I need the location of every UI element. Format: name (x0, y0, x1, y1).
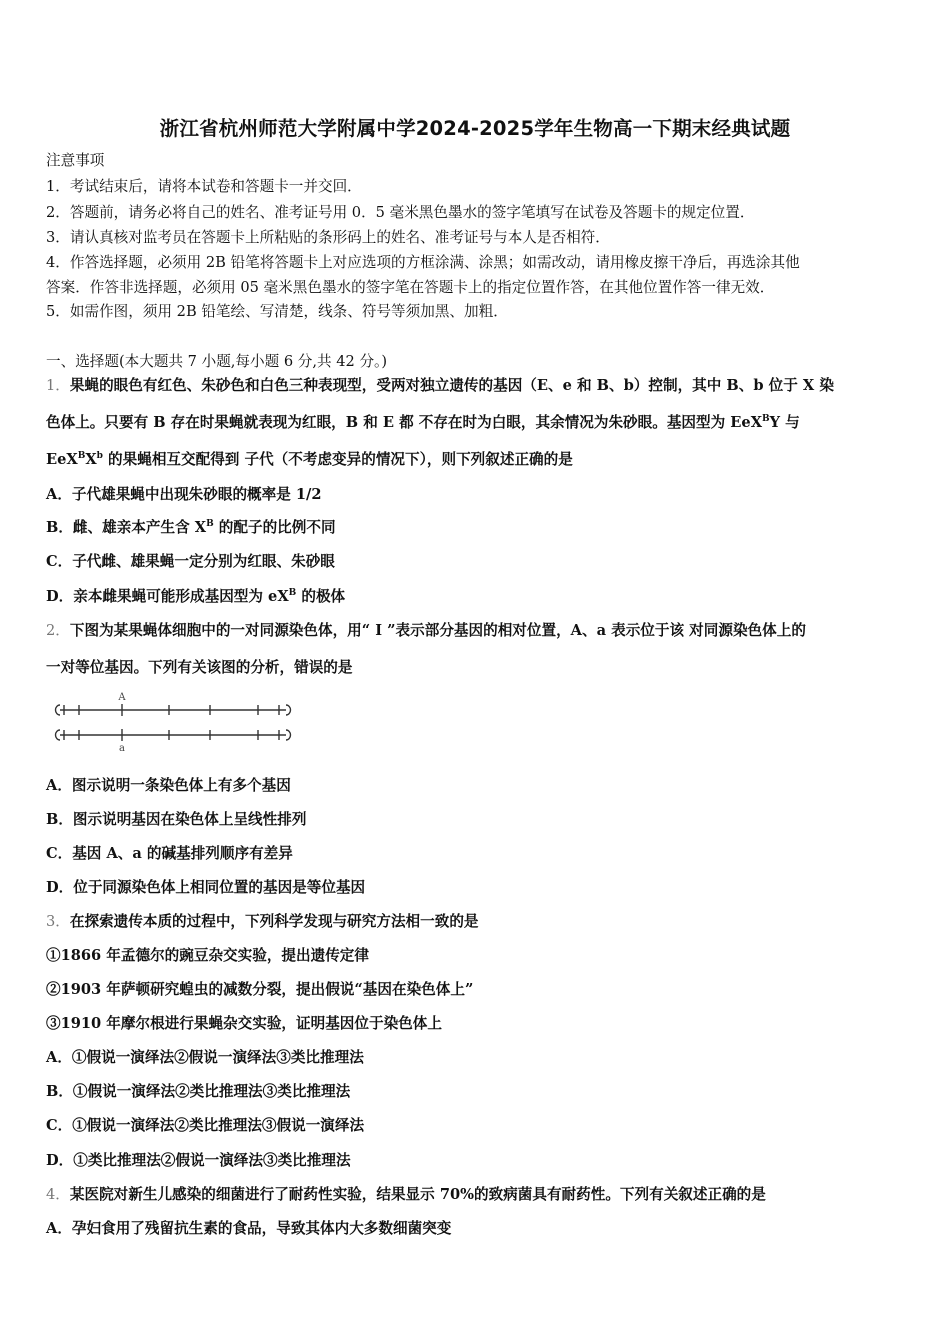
q1-option-a: A．子代雄果蝇中出现朱砂眼的概率是 1/2 (46, 486, 322, 503)
notice-item-1: 1．考试结束后，请将本试卷和答题卡一并交回． (46, 178, 362, 195)
q1-stem-line1: 1．果蝇的眼色有红色、朱砂色和白色三种表现型，受两对独立遗传的基因（E、e 和 B、b）控制，其中 B、b 位于 X 染 (46, 377, 834, 394)
lower-chromosome-right-end (286, 730, 291, 740)
q2-option-b: B．图示说明基因在染色体上呈线性排列 (46, 811, 307, 828)
q2-number: 2． (46, 622, 70, 639)
notice-item-4-cont: 答案．作答非选择题，必须用 05 毫米黑色墨水的签字笔在答题卡上的指定位置作答，在其他位置作答一律无效． (46, 279, 775, 296)
lower-chromosome-left-end (56, 730, 61, 740)
notice-item-3: 3．请认真核对监考员在答题卡上所粘贴的条形码上的姓名、准考证号与本人是否相符． (46, 229, 610, 246)
q1-option-b: B．雌、雄亲本产生含 $X^B$ 的配子的比例不同 (46, 519, 336, 536)
q4-stem: 4．某医院对新生儿感染的细菌进行了耐药性实验，结果显示 70%的致病菌具有耐药性。下列有关叙述正确的是 (46, 1186, 766, 1203)
q3-option-a: A．①假说一演绎法②假说一演绎法③类比推理法 (46, 1049, 364, 1066)
notice-item-5: 5．如需作图，须用 2B 铅笔绘、写清楚，线条、符号等须加黑、加粗． (46, 303, 508, 320)
q2-option-a: A．图示说明一条染色体上有多个基因 (46, 777, 291, 794)
q2-option-d: D．位于同源染色体上相同位置的基因是等位基因 (46, 879, 366, 896)
notice-item-2: 2．答题前，请务必将自己的姓名、准考证号用 0．5 毫米黑色墨水的签字笔填写在试卷及答题卡的规定位置． (46, 204, 755, 221)
gene-label-A: A (118, 692, 126, 703)
q2-option-c: C．基因 A、a 的碱基排列顺序有差异 (46, 845, 293, 862)
q2-stem-line1: 2．下图为某果蝇体细胞中的一对同源染色体，用“ I ”表示部分基因的相对位置，A、a 表示位于该 对同源染色体上的 (46, 622, 806, 639)
q4-option-a: A．孕妇食用了残留抗生素的食品，导致其体内大多数细菌突变 (46, 1220, 452, 1237)
page-title: 浙江省杭州师范大学附属中学2024-2025学年生物高一下期末经典试题 (159, 117, 791, 140)
q3-stem: 3．在探索遗传本质的过程中，下列科学发现与研究方法相一致的是 (46, 913, 479, 930)
q3-statement-1: ①1866 年孟德尔的豌豆杂交实验，提出遗传定律 (46, 947, 369, 964)
gene-label-a: a (119, 743, 125, 754)
q3-number: 3． (46, 913, 70, 930)
q1-option-c: C．子代雌、雄果蝇一定分别为红眼、朱砂眼 (46, 553, 335, 570)
q4-number: 4． (46, 1186, 70, 1203)
q3-statement-3: ③1910 年摩尔根进行果蝇杂交实验，证明基因位于染色体上 (46, 1015, 442, 1032)
section-heading: 一、选择题(本大题共 7 小题,每小题 6 分,共 42 分。) (46, 353, 388, 370)
q3-option-b: B．①假说一演绎法②类比推理法③类比推理法 (46, 1083, 351, 1100)
q1-number: 1． (46, 377, 70, 394)
homologous-chromosomes-figure (50, 688, 302, 754)
q1-stem-line3: $EeX^BX^b$ 的果蝇相互交配得到 子代（不考虑变异的情况下），则下列叙述正确的是 (46, 451, 573, 468)
q2-stem-line2: 一对等位基因。下列有关该图的分析，错误的是 (46, 659, 353, 676)
upper-chromosome-right-end (286, 705, 291, 715)
q3-option-c: C．①假说一演绎法②类比推理法③假说一演绎法 (46, 1117, 365, 1134)
notice-item-4: 4．作答选择题，必须用 2B 铅笔将答题卡上对应选项的方框涂满、涂黑；如需改动，请用橡皮擦干净后，再选涂其他 (46, 254, 800, 271)
q3-option-d: D．①类比推理法②假说一演绎法③类比推理法 (46, 1152, 351, 1169)
q3-statement-2: ②1903 年萨顿研究蝗虫的减数分裂，提出假说“基因在染色体上” (46, 981, 474, 998)
upper-chromosome-left-end (56, 705, 61, 715)
q1-stem-line2: 色体上。只要有 B 存在时果蝇就表现为红眼，B 和 E 都 不存在时为白眼，其余情况为朱砂眼。基因型为 EeX$^B$Y 与 (46, 414, 800, 431)
notice-heading: 注意事项 (46, 152, 105, 169)
q1-option-d: D．亲本雌果蝇可能形成基因型为 $eX^B$ 的极体 (46, 588, 346, 605)
